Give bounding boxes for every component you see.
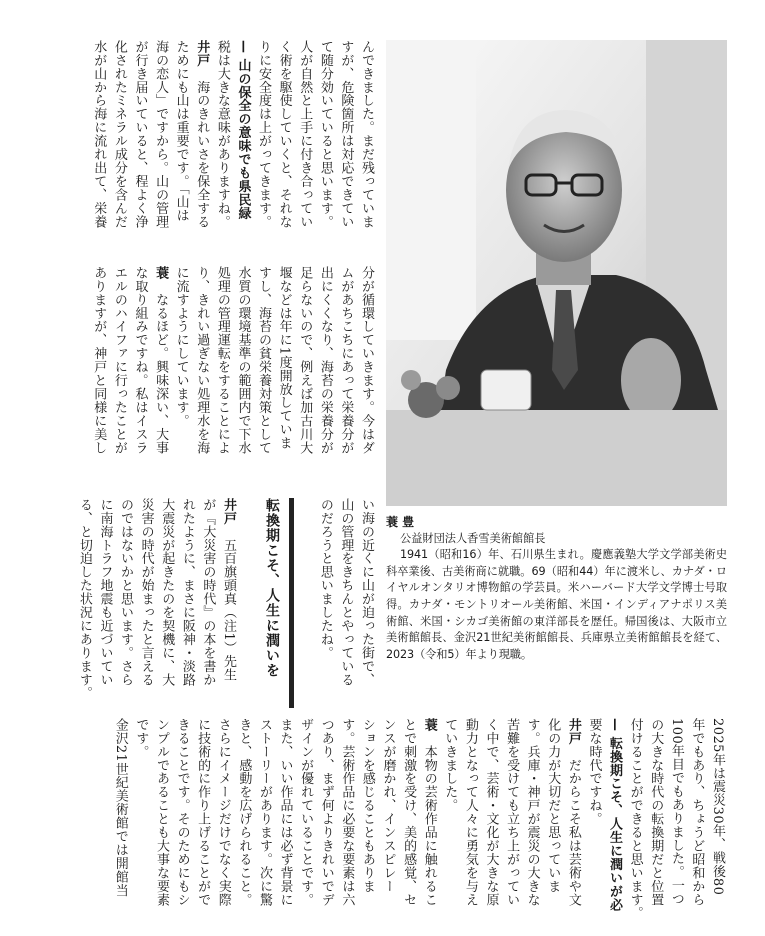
text-line: 出にくくなり、海苔の栄養分が [317, 266, 333, 455]
text-line: に南海トラフ地震も近づいてい [97, 498, 113, 687]
text-line: ンプルであることも大事な要素 [153, 718, 169, 907]
text-line: す。芸術作品に必要な要素は六 [339, 718, 355, 907]
text-line: に技術的に作り上げることがで [195, 718, 211, 907]
text-line: りに安全度は上がってきます。 [256, 40, 272, 229]
text-line: ションを感じることもありま [359, 718, 375, 893]
text-line: すし、海苔の貧栄養対策として [256, 266, 272, 455]
text-line: す。兵庫・神戸が震災の大きな [524, 718, 540, 907]
text-line: 水質の環境基準の範囲内で下水 [235, 266, 251, 455]
text-line: きと、感動を広げられること。 [236, 718, 252, 907]
text-line: ンスが磨かれ、インスピレー [380, 718, 396, 893]
person-title: 公益財団法人香雪美術館館長 [400, 531, 546, 545]
text-line: の大きな時代の転換期だと位置 [648, 718, 664, 907]
text-line: のだろうと思いましたね。 [317, 498, 333, 660]
speaker-name: 蓑 [153, 266, 169, 280]
text-line [191, 40, 212, 250]
portrait-illustration [386, 40, 727, 506]
text-line: り、きれい過ぎない処理水を海 [194, 266, 210, 455]
text-line: 2025年は震災30年、戦後80 [710, 718, 725, 896]
text-line: ていきました。 [442, 718, 458, 813]
text-line: 苦難を受けても立ち上がってい [504, 718, 520, 907]
article-column-e [38, 718, 727, 924]
text-line: 処理の管理運転をすることによ [214, 266, 230, 455]
text-line: が『大災害の時代』の本を書か [200, 498, 216, 687]
speech-text: 海のきれいさを保全する [194, 66, 210, 229]
text-line: ムがあちこちにあって栄養分が [338, 266, 354, 455]
article-column-b [38, 266, 376, 466]
text-line [217, 498, 238, 700]
article-column-a [38, 40, 376, 250]
photo-caption [386, 514, 727, 663]
text-line: 要な時代ですね。 [586, 718, 602, 826]
text-line: エルのハイファに行ったことが [111, 266, 127, 455]
speech-text: なるほど。興味深い、大事 [153, 279, 169, 455]
text-line: 税は大きな意味がありますね。 [214, 40, 230, 229]
text-line: な取り組みですね。私はイスラ [132, 266, 148, 455]
text-line: ありますが、神戸と同様に美し [91, 266, 107, 455]
text-line: 堰などは年に1度開放していま [276, 266, 292, 450]
article-column-d [292, 498, 376, 700]
text-line: て随分効いていると思います。 [317, 40, 333, 229]
text-line: 災害の時代が始まったと言える [138, 498, 154, 687]
speech-text: 本物の芸術作品に触れるこ [421, 731, 437, 907]
text-line: れたように、まさに阪神・淡路 [179, 498, 195, 687]
text-line: 年でもあり、ちょうど昭和から [689, 718, 705, 907]
text-line: ザインが優れていることです。 [298, 718, 314, 907]
text-line: さらにイメージだけでなく実際 [215, 718, 231, 907]
text-line: 化されたミネラル成分を含んだ [111, 40, 127, 229]
text-line: — 山の保全の意味でも県民緑 [235, 40, 251, 220]
text-line: — 転換期こそ、人生に潤いが必 [607, 718, 623, 912]
text-line: 動力となって人々に勇気を与え [462, 718, 478, 907]
text-line: 海の恋人」ですから。山の管理 [153, 40, 169, 229]
text-line: です。 [133, 718, 149, 759]
text-line: 100年目でもありました。一つ [668, 718, 684, 906]
text-line: 金沢21世紀美術館では開館当 [112, 718, 128, 897]
text-line: のではないかと思います。さら [118, 498, 134, 687]
text-line: 足らないので、例えば加古川大 [297, 266, 313, 455]
speaker-name: 井戸 [194, 40, 210, 67]
text-line: 水が山から海に流れ出て、栄養 [91, 40, 107, 229]
text-line: が行き届いていると、程よく浄 [132, 40, 148, 229]
text-line: く術を駆使していくと、それな [276, 40, 292, 229]
speaker-name: 蓑 [421, 718, 437, 732]
text-line: すが、危険箇所は対応できてい [338, 40, 354, 229]
text-line: 分が循環していきます。今はダ [359, 266, 374, 455]
text-line [418, 718, 439, 924]
text-line: ストーリーがあります。次に驚 [256, 718, 272, 907]
speaker-name: 井戸 [565, 718, 581, 745]
text-line: い海の近くに山が迫った街で、 [359, 498, 374, 687]
section-heading: 転換期こそ、人生に潤いを [238, 498, 294, 708]
speech-text: 五百旗頭真（注1）先生 [221, 524, 236, 682]
text-line [149, 266, 170, 466]
text-line: く中で、芸術・文化が大きな原 [483, 718, 499, 907]
text-line: つあり、まず何よりきれいでデ [318, 718, 334, 907]
article-column-c [38, 498, 238, 700]
text-line: 化の力が大切だと思っていま [545, 718, 561, 893]
text-line: また、いい作品には必ず背景に [277, 718, 293, 907]
text-line: 付けることができると思います。 [627, 718, 643, 920]
text-line [562, 718, 583, 924]
person-biography: 1941（昭和16）年、石川県生まれ。慶應義塾大学文学部美術史科卒業後、古美術商に就職。69（昭和44）年に渡米し、カナダ・ロイヤルオンタリオ博物館の学芸員。米ハーバード大学文学博士号取得。カナダ・モントリオール美術館、米国・インディアナポリス美術館、米国・シカゴ美術館の東洋部長を歴任。帰国後は、大阪市立美術館館長、金沢21世紀美術館館長、兵庫県立美術館館長を経て、2023（令和5）年より現職。 [386, 548, 727, 661]
text-line: とで刺激を受け、美的感覚、セ [401, 718, 417, 907]
person-name: 蓑 豊 [386, 515, 415, 529]
text-line: 人が自然と上手に付き合ってい [297, 40, 313, 229]
speech-text: だからこそ私は芸術や文 [565, 744, 581, 907]
text-line: に流すようにしています。 [173, 266, 189, 428]
text-line: ためにも山は重要です。「山は [173, 40, 189, 222]
text-line: きることです。そのためにもシ [174, 718, 190, 907]
speaker-name: 井戸 [221, 498, 236, 525]
text-line: 山の管理をきちんとやっている [338, 498, 354, 687]
portrait-photo [386, 40, 727, 506]
text-line: る、と切迫した状況にあります。 [76, 498, 92, 700]
text-line: んできました。まだ残っていま [359, 40, 374, 229]
text-line: 大震災が起きたのを契機に、大 [159, 498, 175, 687]
